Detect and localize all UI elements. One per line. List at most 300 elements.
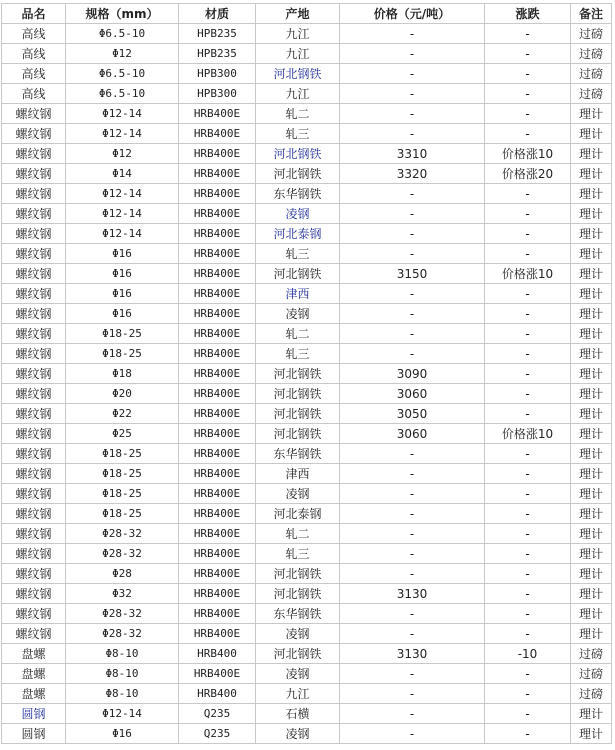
cell-price: 3320 (340, 164, 485, 184)
cell-change: - (485, 204, 571, 224)
cell-price: - (340, 124, 485, 144)
table-row (2, 44, 612, 64)
table-row (2, 384, 612, 404)
cell-note: 理计 (571, 244, 612, 264)
cell-origin (256, 144, 340, 164)
cell-note: 过磅 (571, 684, 612, 704)
cell-note: 理计 (571, 344, 612, 364)
cell-material: HRB400 (179, 644, 256, 664)
table-row (2, 144, 612, 164)
table-row (2, 424, 612, 444)
cell-note: 理计 (571, 364, 612, 384)
table-row (2, 404, 612, 424)
cell-price: 3050 (340, 404, 485, 424)
cell-price: 3060 (340, 384, 485, 404)
cell-note: 理计 (571, 164, 612, 184)
cell-spec: Φ18-25 (66, 444, 179, 464)
cell-change: - (485, 624, 571, 644)
cell-note: 理计 (571, 204, 612, 224)
cell-product: 螺纹钢 (2, 324, 66, 344)
cell-change: - (485, 404, 571, 424)
cell-product: 螺纹钢 (2, 544, 66, 564)
header-product: 品名 (2, 4, 66, 24)
cell-origin: 轧三 (256, 244, 340, 264)
cell-material: HRB400E (179, 484, 256, 504)
table-body (2, 24, 612, 744)
steel-price-table (1, 3, 612, 744)
cell-change: - (485, 24, 571, 44)
cell-price: - (340, 624, 485, 644)
cell-material: HRB400E (179, 544, 256, 564)
cell-origin-link[interactable]: 河北钢铁 (273, 146, 322, 161)
cell-note: 理计 (571, 124, 612, 144)
cell-spec: Φ18-25 (66, 464, 179, 484)
cell-change: - (485, 724, 571, 744)
cell-note: 理计 (571, 284, 612, 304)
cell-product: 螺纹钢 (2, 344, 66, 364)
cell-price: - (340, 64, 485, 84)
cell-price: - (340, 324, 485, 344)
cell-product: 高线 (2, 64, 66, 84)
cell-spec: Φ18 (66, 364, 179, 384)
cell-note: 理计 (571, 624, 612, 644)
cell-origin-link[interactable]: 凌钢 (285, 206, 310, 221)
cell-price: - (340, 704, 485, 724)
cell-spec: Φ8-10 (66, 664, 179, 684)
cell-product: 螺纹钢 (2, 404, 66, 424)
cell-material: HRB400 (179, 684, 256, 704)
cell-spec: Φ25 (66, 424, 179, 444)
cell-note: 理计 (571, 544, 612, 564)
cell-material: HRB400E (179, 524, 256, 544)
cell-origin: 津西 (256, 464, 340, 484)
cell-note: 理计 (571, 564, 612, 584)
cell-price: - (340, 184, 485, 204)
cell-note: 理计 (571, 524, 612, 544)
cell-origin (256, 204, 340, 224)
cell-origin: 九江 (256, 44, 340, 64)
cell-spec: Φ12-14 (66, 184, 179, 204)
cell-note: 理计 (571, 724, 612, 744)
cell-material: HPB235 (179, 44, 256, 64)
cell-origin: 轧三 (256, 344, 340, 364)
cell-change: - (485, 244, 571, 264)
cell-price: - (340, 524, 485, 544)
cell-origin: 东华钢铁 (256, 604, 340, 624)
cell-material: HRB400E (179, 144, 256, 164)
table-row (2, 624, 612, 644)
cell-origin: 凌钢 (256, 724, 340, 744)
cell-origin: 河北钢铁 (256, 564, 340, 584)
cell-product: 螺纹钢 (2, 264, 66, 284)
cell-origin: 河北钢铁 (256, 644, 340, 664)
cell-origin: 河北钢铁 (256, 424, 340, 444)
cell-change: - (485, 504, 571, 524)
cell-material: HRB400E (179, 304, 256, 324)
cell-product: 螺纹钢 (2, 464, 66, 484)
cell-material: HRB400E (179, 624, 256, 644)
cell-spec: Φ18-25 (66, 344, 179, 364)
header-material: 材质 (179, 4, 256, 24)
cell-spec: Φ12-14 (66, 204, 179, 224)
cell-change: - (485, 564, 571, 584)
cell-product: 螺纹钢 (2, 224, 66, 244)
cell-origin: 河北钢铁 (256, 364, 340, 384)
cell-material: HRB400E (179, 364, 256, 384)
cell-price: - (340, 504, 485, 524)
cell-note: 理计 (571, 144, 612, 164)
cell-origin-link[interactable]: 河北钢铁 (273, 66, 322, 81)
table-row (2, 184, 612, 204)
cell-change: - (485, 364, 571, 384)
cell-spec: Φ12-14 (66, 104, 179, 124)
cell-product: 螺纹钢 (2, 444, 66, 464)
cell-material: Q235 (179, 704, 256, 724)
table-row (2, 524, 612, 544)
cell-change: - (485, 384, 571, 404)
cell-product: 圆钢 (2, 724, 66, 744)
cell-product: 螺纹钢 (2, 384, 66, 404)
cell-material: HRB400E (179, 444, 256, 464)
cell-price: - (340, 84, 485, 104)
cell-product: 盘螺 (2, 664, 66, 684)
cell-spec: Φ22 (66, 404, 179, 424)
cell-material: HRB400E (179, 164, 256, 184)
cell-change: 价格涨20 (485, 164, 571, 184)
cell-material: HPB300 (179, 84, 256, 104)
cell-change: - (485, 684, 571, 704)
cell-change: - (485, 484, 571, 504)
cell-material: HRB400E (179, 384, 256, 404)
cell-origin: 凌钢 (256, 484, 340, 504)
table-row (2, 284, 612, 304)
cell-note: 理计 (571, 384, 612, 404)
cell-material: HRB400E (179, 424, 256, 444)
cell-change: - (485, 544, 571, 564)
cell-change: - (485, 84, 571, 104)
cell-change: - (485, 584, 571, 604)
table-row (2, 84, 612, 104)
cell-origin (256, 64, 340, 84)
cell-spec: Φ18-25 (66, 324, 179, 344)
cell-origin: 石横 (256, 704, 340, 724)
cell-origin: 轧三 (256, 544, 340, 564)
table-row (2, 164, 612, 184)
cell-note: 理计 (571, 504, 612, 524)
cell-note: 理计 (571, 584, 612, 604)
cell-product: 盘螺 (2, 644, 66, 664)
cell-change: - (485, 524, 571, 544)
cell-material: HRB400E (179, 124, 256, 144)
cell-material: HRB400E (179, 504, 256, 524)
cell-note: 过磅 (571, 24, 612, 44)
cell-origin: 河北钢铁 (256, 164, 340, 184)
cell-product: 螺纹钢 (2, 164, 66, 184)
cell-spec: Φ6.5-10 (66, 64, 179, 84)
cell-product: 螺纹钢 (2, 624, 66, 644)
cell-price: - (340, 724, 485, 744)
cell-product: 螺纹钢 (2, 204, 66, 224)
header-change: 涨跌 (485, 4, 571, 24)
cell-spec: Φ32 (66, 584, 179, 604)
cell-spec: Φ14 (66, 164, 179, 184)
cell-origin: 九江 (256, 24, 340, 44)
table-row (2, 344, 612, 364)
table-row (2, 544, 612, 564)
cell-material: HRB400E (179, 184, 256, 204)
cell-material: HPB235 (179, 24, 256, 44)
table-row (2, 64, 612, 84)
cell-change: -10 (485, 644, 571, 664)
cell-price: - (340, 604, 485, 624)
cell-change: - (485, 464, 571, 484)
cell-note: 理计 (571, 404, 612, 424)
cell-spec: Φ28 (66, 564, 179, 584)
cell-spec: Φ20 (66, 384, 179, 404)
table-row (2, 444, 612, 464)
cell-product: 螺纹钢 (2, 484, 66, 504)
cell-spec: Φ6.5-10 (66, 24, 179, 44)
cell-spec: Φ12 (66, 144, 179, 164)
cell-price: - (340, 684, 485, 704)
cell-material: HRB400E (179, 284, 256, 304)
cell-origin: 轧二 (256, 524, 340, 544)
table-row (2, 504, 612, 524)
cell-price: 3150 (340, 264, 485, 284)
cell-change: - (485, 184, 571, 204)
table-row (2, 324, 612, 344)
cell-product: 螺纹钢 (2, 104, 66, 124)
cell-product: 螺纹钢 (2, 244, 66, 264)
cell-material: HRB400E (179, 224, 256, 244)
cell-price: - (340, 564, 485, 584)
cell-change: - (485, 224, 571, 244)
cell-material: HRB400E (179, 244, 256, 264)
table-row (2, 124, 612, 144)
cell-price: - (340, 464, 485, 484)
cell-change: - (485, 104, 571, 124)
cell-change: 价格涨10 (485, 144, 571, 164)
cell-price: - (340, 664, 485, 684)
cell-product: 盘螺 (2, 684, 66, 704)
cell-change: - (485, 604, 571, 624)
cell-price: - (340, 284, 485, 304)
cell-product: 螺纹钢 (2, 304, 66, 324)
cell-spec: Φ12-14 (66, 124, 179, 144)
cell-spec: Φ28-32 (66, 544, 179, 564)
cell-product: 高线 (2, 84, 66, 104)
cell-note: 理计 (571, 604, 612, 624)
cell-note: 理计 (571, 704, 612, 724)
cell-spec: Φ12 (66, 44, 179, 64)
cell-note: 理计 (571, 184, 612, 204)
table-row (2, 644, 612, 664)
cell-price: - (340, 44, 485, 64)
cell-note: 过磅 (571, 44, 612, 64)
cell-note: 理计 (571, 224, 612, 244)
cell-note: 理计 (571, 484, 612, 504)
cell-origin: 轧三 (256, 124, 340, 144)
cell-price: 3130 (340, 584, 485, 604)
header-price: 价格（元/吨） (340, 4, 485, 24)
table-row (2, 664, 612, 684)
cell-material: HRB400E (179, 564, 256, 584)
cell-product: 螺纹钢 (2, 124, 66, 144)
cell-note: 过磅 (571, 64, 612, 84)
cell-product: 螺纹钢 (2, 144, 66, 164)
cell-material: HRB400E (179, 404, 256, 424)
cell-material: HRB400E (179, 584, 256, 604)
cell-origin: 凌钢 (256, 304, 340, 324)
table-row (2, 104, 612, 124)
table-row (2, 584, 612, 604)
cell-product: 螺纹钢 (2, 524, 66, 544)
cell-note: 理计 (571, 424, 612, 444)
cell-product-link[interactable]: 圆钢 (21, 706, 46, 721)
cell-price: - (340, 444, 485, 464)
cell-product: 高线 (2, 24, 66, 44)
cell-origin: 轧二 (256, 104, 340, 124)
cell-origin: 河北钢铁 (256, 264, 340, 284)
cell-origin: 凌钢 (256, 664, 340, 684)
cell-change: - (485, 44, 571, 64)
cell-product: 螺纹钢 (2, 424, 66, 444)
cell-spec: Φ28-32 (66, 524, 179, 544)
cell-origin: 凌钢 (256, 624, 340, 644)
cell-note: 理计 (571, 444, 612, 464)
cell-origin: 九江 (256, 84, 340, 104)
cell-origin-link[interactable]: 河北泰钢 (273, 226, 322, 241)
table-row (2, 724, 612, 744)
cell-price: - (340, 244, 485, 264)
cell-material: HPB300 (179, 64, 256, 84)
cell-material: HRB400E (179, 664, 256, 684)
cell-origin: 河北钢铁 (256, 584, 340, 604)
cell-price: - (340, 304, 485, 324)
cell-change: - (485, 304, 571, 324)
cell-note: 理计 (571, 304, 612, 324)
cell-change: 价格涨10 (485, 424, 571, 444)
cell-price: - (340, 104, 485, 124)
cell-spec: Φ16 (66, 284, 179, 304)
table-row (2, 604, 612, 624)
cell-origin (256, 224, 340, 244)
cell-origin: 东华钢铁 (256, 444, 340, 464)
cell-origin: 东华钢铁 (256, 184, 340, 204)
cell-spec: Φ16 (66, 304, 179, 324)
cell-price: - (340, 344, 485, 364)
cell-origin: 轧二 (256, 324, 340, 344)
cell-product (2, 704, 66, 724)
table-row (2, 364, 612, 384)
cell-origin (256, 284, 340, 304)
cell-change: - (485, 444, 571, 464)
cell-material: HRB400E (179, 604, 256, 624)
cell-material: HRB400E (179, 104, 256, 124)
cell-change: - (485, 704, 571, 724)
cell-change: - (485, 284, 571, 304)
cell-spec: Φ28-32 (66, 604, 179, 624)
cell-change: - (485, 64, 571, 84)
cell-price: - (340, 224, 485, 244)
cell-price: - (340, 204, 485, 224)
cell-spec: Φ16 (66, 264, 179, 284)
cell-material: HRB400E (179, 464, 256, 484)
cell-change: 价格涨10 (485, 264, 571, 284)
table-row (2, 304, 612, 324)
cell-price: 3310 (340, 144, 485, 164)
cell-product: 螺纹钢 (2, 364, 66, 384)
cell-price: 3060 (340, 424, 485, 444)
header-spec: 规格（mm） (66, 4, 179, 24)
cell-material: HRB400E (179, 344, 256, 364)
cell-change: - (485, 324, 571, 344)
cell-material: Q235 (179, 724, 256, 744)
cell-material: HRB400E (179, 324, 256, 344)
cell-note: 过磅 (571, 664, 612, 684)
cell-origin: 河北钢铁 (256, 384, 340, 404)
cell-change: - (485, 124, 571, 144)
cell-product: 螺纹钢 (2, 564, 66, 584)
cell-change: - (485, 344, 571, 364)
cell-note: 理计 (571, 464, 612, 484)
cell-product: 螺纹钢 (2, 184, 66, 204)
cell-spec: Φ18-25 (66, 484, 179, 504)
cell-spec: Φ16 (66, 724, 179, 744)
cell-product: 螺纹钢 (2, 584, 66, 604)
cell-product: 螺纹钢 (2, 604, 66, 624)
cell-note: 过磅 (571, 84, 612, 104)
table-row (2, 264, 612, 284)
cell-origin: 河北钢铁 (256, 404, 340, 424)
cell-spec: Φ12-14 (66, 704, 179, 724)
cell-origin: 九江 (256, 684, 340, 704)
table-row (2, 464, 612, 484)
table-row (2, 24, 612, 44)
cell-spec: Φ8-10 (66, 644, 179, 664)
table-row (2, 484, 612, 504)
cell-price: - (340, 24, 485, 44)
cell-price: 3130 (340, 644, 485, 664)
cell-note: 过磅 (571, 644, 612, 664)
cell-origin: 河北泰钢 (256, 504, 340, 524)
cell-spec: Φ6.5-10 (66, 84, 179, 104)
cell-change: - (485, 664, 571, 684)
cell-price: - (340, 484, 485, 504)
cell-spec: Φ16 (66, 244, 179, 264)
header-origin: 产地 (256, 4, 340, 24)
cell-material: HRB400E (179, 204, 256, 224)
cell-spec: Φ18-25 (66, 504, 179, 524)
cell-price: 3090 (340, 364, 485, 384)
cell-spec: Φ28-32 (66, 624, 179, 644)
cell-product: 螺纹钢 (2, 284, 66, 304)
cell-product: 螺纹钢 (2, 504, 66, 524)
cell-note: 理计 (571, 324, 612, 344)
cell-note: 理计 (571, 104, 612, 124)
table-row (2, 564, 612, 584)
cell-price: - (340, 544, 485, 564)
table-row (2, 204, 612, 224)
table-row (2, 704, 612, 724)
table-row (2, 224, 612, 244)
cell-origin-link[interactable]: 津西 (285, 286, 310, 301)
cell-note: 理计 (571, 264, 612, 284)
cell-spec: Φ8-10 (66, 684, 179, 704)
header-note: 备注 (571, 4, 612, 24)
cell-material: HRB400E (179, 264, 256, 284)
cell-product: 高线 (2, 44, 66, 64)
